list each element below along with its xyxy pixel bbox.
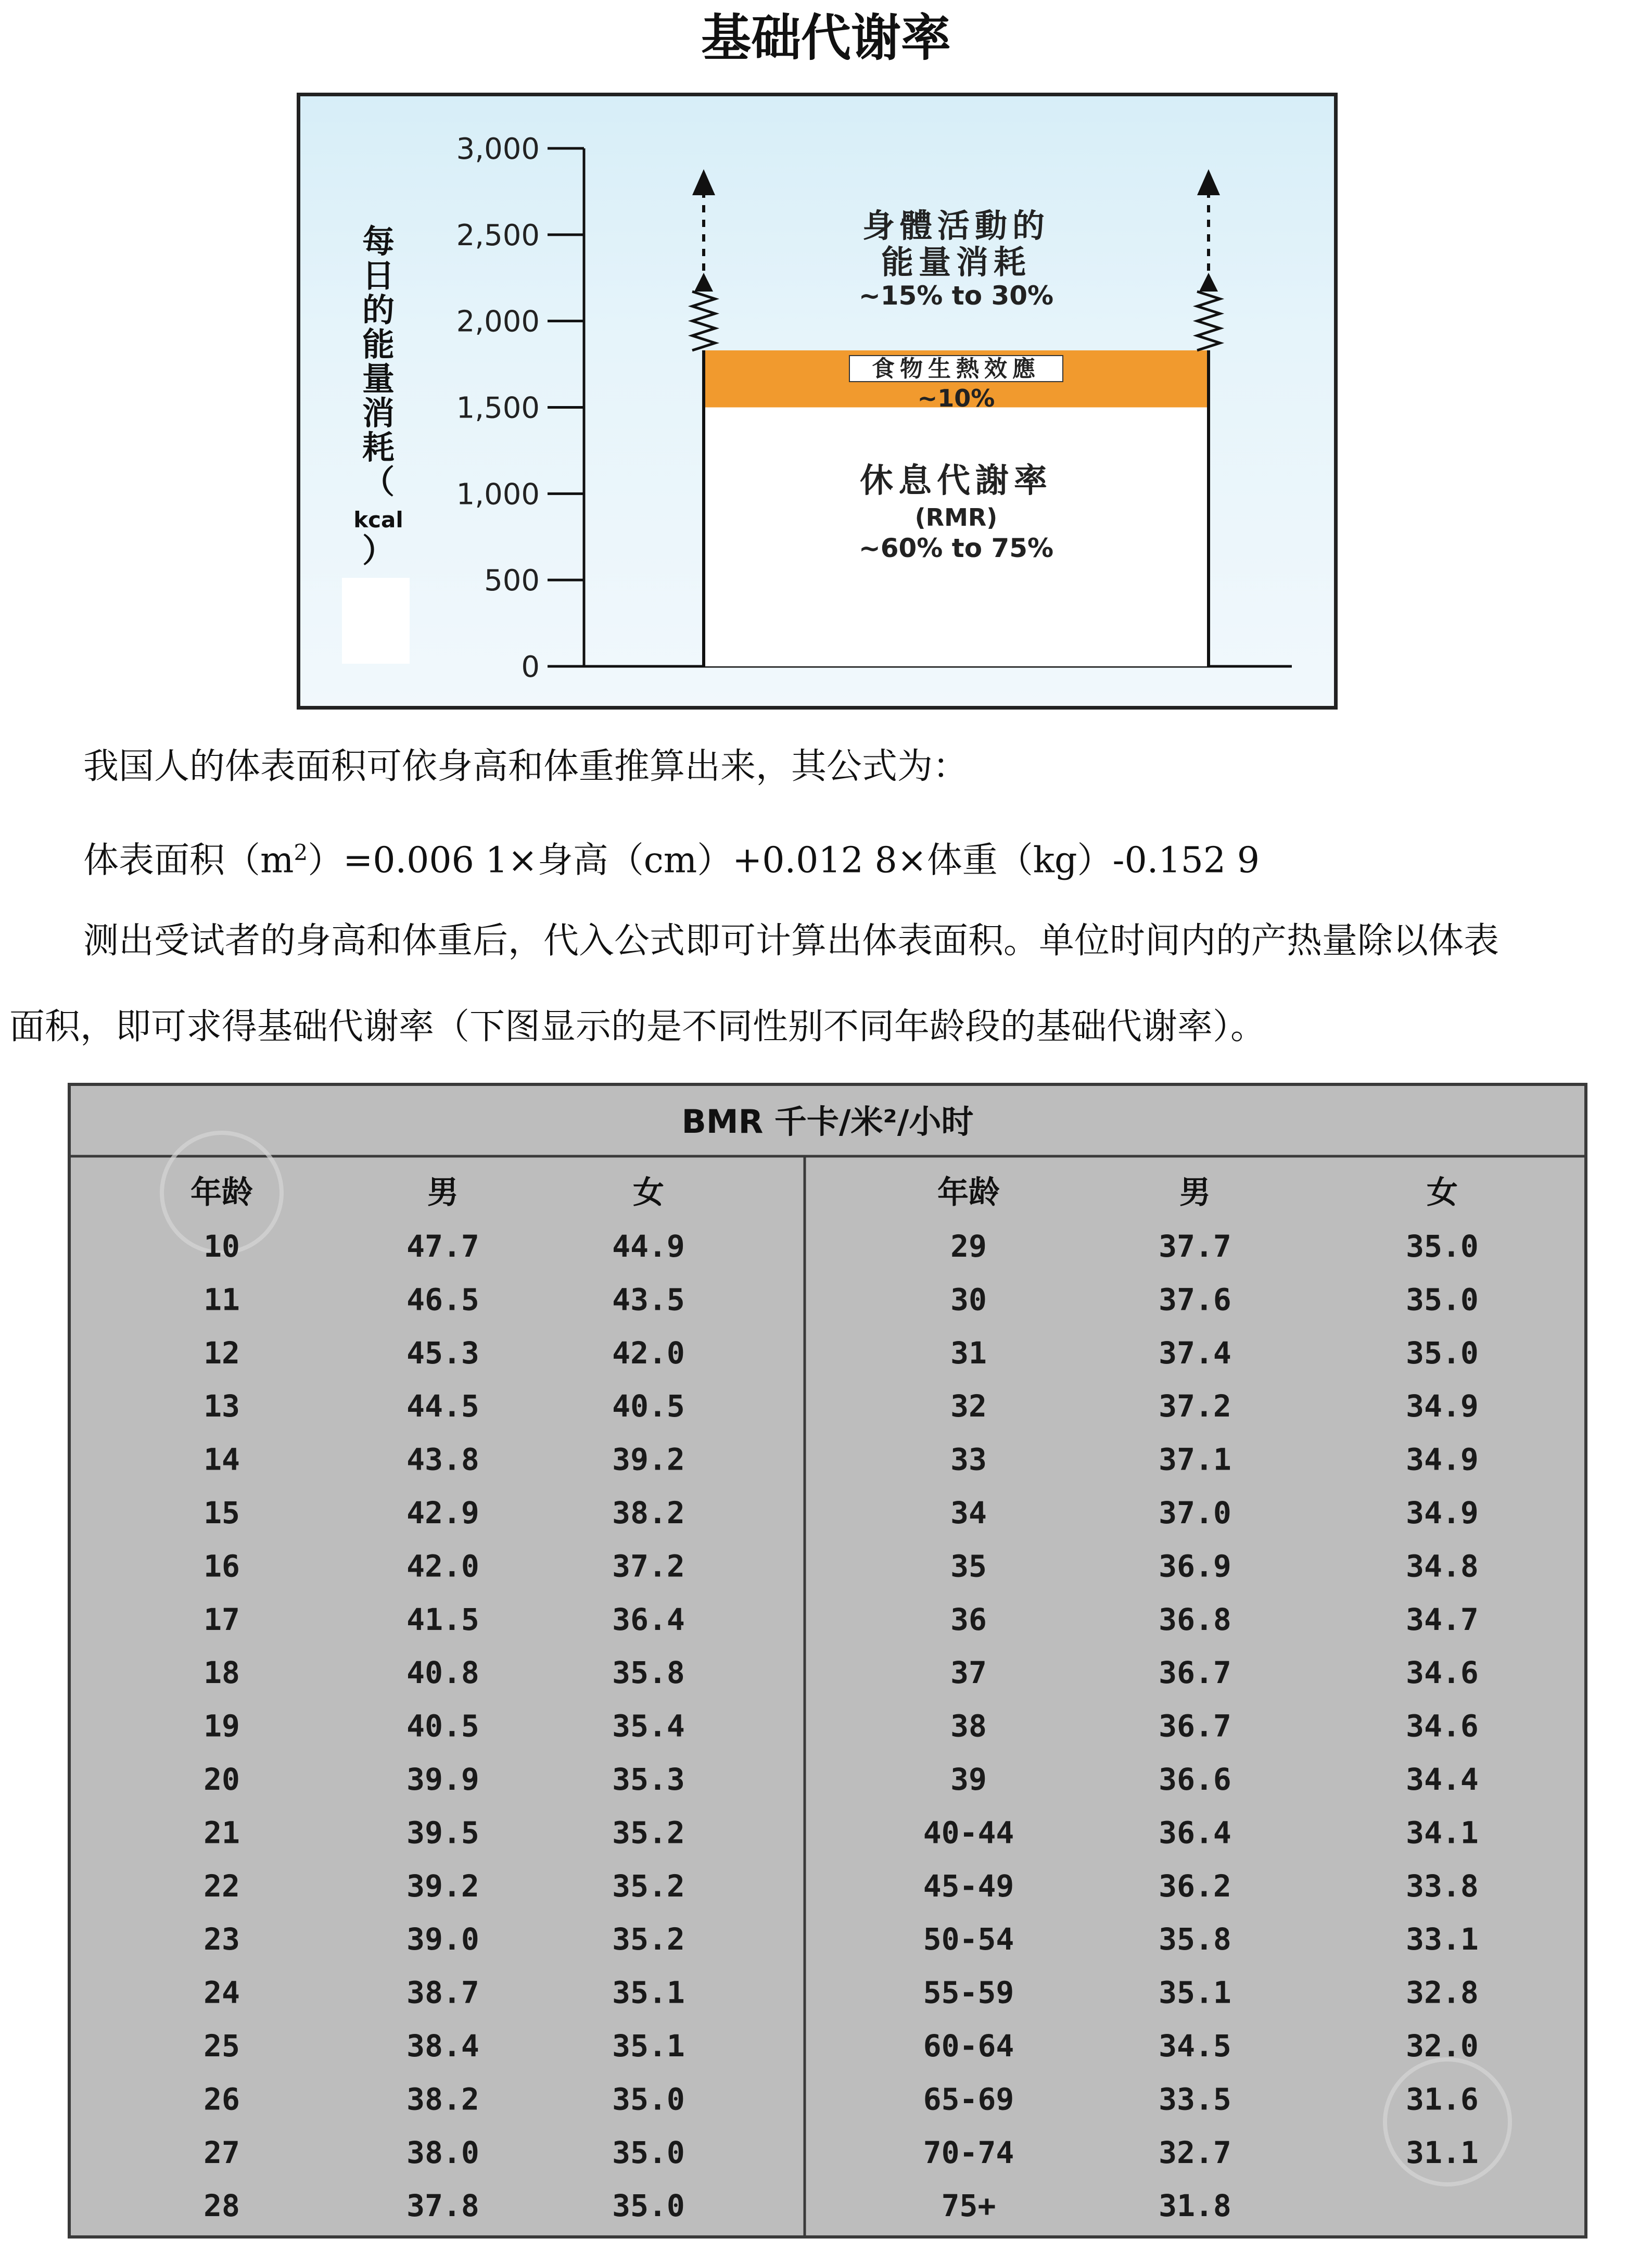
energy-expenditure-diagram [300,96,1334,706]
y-tick-label: 2,500 [456,218,540,252]
activity-label-line2: 能量消耗 [881,243,1032,281]
male-value-cell: 36.7 [1159,1655,1231,1691]
table-row [204,1282,685,1317]
table-row [950,1442,1479,1477]
paragraph-intro: 我国人的体表面积可依身高和体重推算出来，其公式为： [83,746,969,787]
column-header: 年龄 [937,1174,1000,1211]
age-cell: 27 [204,2134,240,2170]
table-row [204,1921,685,1957]
table-row [204,1655,685,1690]
age-cell: 19 [204,1708,240,1744]
female-value-cell: 34.9 [1406,1388,1479,1424]
male-value-cell: 40.8 [406,1655,479,1691]
male-value-cell: 47.7 [406,1229,479,1264]
male-value-cell: 39.0 [406,1921,479,1957]
age-cell: 11 [204,1282,240,1318]
right-spring [1197,292,1220,350]
table-row [204,1548,685,1584]
table-row [204,2188,685,2223]
female-value-cell: 35.0 [612,2081,685,2117]
age-cell: 29 [950,1229,987,1264]
column-header: 男 [1179,1174,1211,1211]
age-cell: 34 [950,1495,987,1531]
female-value-cell: 35.4 [612,1708,685,1744]
female-value-cell: 40.5 [612,1388,685,1424]
male-value-cell: 37.1 [1159,1441,1231,1477]
male-value-cell: 36.4 [1159,1815,1231,1851]
table-row [942,2188,1231,2223]
table-row [950,1548,1479,1584]
y-tick-label: 1,000 [456,477,540,512]
age-cell: 21 [204,1815,240,1851]
female-value-cell: 35.2 [612,1921,685,1957]
y-axis-label-char: kcal [353,507,403,533]
age-cell: 38 [950,1708,987,1744]
age-cell: 32 [950,1388,987,1424]
female-value-cell: 32.8 [1406,1975,1479,2010]
male-value-cell: 33.5 [1159,2081,1231,2117]
male-value-cell: 41.5 [406,1601,479,1637]
age-cell: 30 [950,1282,987,1318]
column-header: 女 [633,1174,664,1211]
female-value-cell: 31.6 [1406,2081,1479,2117]
table-row [950,1762,1479,1797]
male-value-cell: 36.2 [1159,1868,1231,1904]
female-value-cell: 33.8 [1406,1868,1479,1904]
left-spring-arrowhead [694,273,713,292]
rmr-percent: ~60% to 75% [858,533,1054,563]
female-value-cell: 35.2 [612,1815,685,1851]
age-cell: 23 [204,1921,240,1957]
male-value-cell: 40.5 [406,1708,479,1744]
female-value-cell: 34.8 [1406,1548,1479,1584]
female-value-cell: 37.2 [612,1548,685,1584]
female-value-cell: 35.0 [612,2188,685,2224]
age-cell: 39 [950,1762,987,1797]
left-spring [692,292,715,350]
male-value-cell: 37.7 [1159,1229,1231,1264]
right-spring-arrowhead [1199,273,1218,292]
age-cell: 45-49 [923,1868,1014,1904]
y-axis-label-char: ） [362,532,395,570]
age-cell: 20 [204,1762,240,1797]
table-title: BMR 千卡/米²/小时 [681,1103,974,1141]
bmr-table [68,1083,1587,2239]
table-row [950,1602,1479,1637]
male-value-cell: 46.5 [406,1282,479,1318]
age-cell: 15 [204,1495,240,1531]
page-title: 基础代谢率 [701,9,951,67]
male-value-cell: 38.4 [406,2028,479,2064]
female-value-cell: 34.6 [1406,1655,1479,1691]
male-value-cell: 36.7 [1159,1708,1231,1744]
female-value-cell: 34.9 [1406,1495,1479,1531]
age-cell: 35 [950,1548,987,1584]
activity-percent: ~15% to 30% [858,281,1054,311]
table-row [204,1868,685,1904]
male-value-cell: 37.2 [1159,1388,1231,1424]
y-axis-label-char: （ [362,463,395,501]
age-cell: 65-69 [923,2081,1014,2117]
age-cell: 75+ [941,2188,996,2224]
age-cell: 31 [950,1335,987,1371]
bmr-table-grid [71,1086,1584,2235]
y-tick-label: 0 [521,650,540,684]
table-row [923,1868,1479,1904]
age-cell: 36 [950,1601,987,1637]
y-axis-label-char: 消 [362,394,395,432]
male-value-cell: 36.6 [1159,1762,1231,1797]
female-value-cell: 35.1 [612,1975,685,2010]
rmr-abbreviation: (RMR) [914,503,998,532]
female-value-cell: 31.1 [1406,2134,1479,2170]
male-value-cell: 44.5 [406,1388,479,1424]
paragraph-explain-line2: 面积，即可求得基础代谢率（下图显示的是不同性别不同年龄段的基础代谢率）。 [9,1006,1266,1047]
axis-label-mask [342,578,410,664]
table-row [204,1602,685,1637]
male-value-cell: 38.0 [406,2134,479,2170]
y-tick-label: 3,000 [456,132,540,166]
age-cell: 60-64 [923,2028,1014,2064]
y-axis-label-char: 能 [362,325,395,363]
energy-expenditure-figure [297,93,1338,710]
rmr-label: 休息代謝率 [860,461,1052,500]
male-value-cell: 35.1 [1159,1975,1231,2010]
female-value-cell: 35.0 [1406,1229,1479,1264]
age-cell: 10 [204,1229,240,1264]
table-row [204,2081,685,2117]
male-value-cell: 31.8 [1159,2188,1231,2224]
column-header: 男 [427,1174,459,1211]
table-row [204,1762,685,1797]
female-value-cell: 35.0 [1406,1282,1479,1318]
age-cell: 37 [950,1655,987,1691]
male-value-cell: 37.8 [406,2188,479,2224]
male-value-cell: 37.4 [1159,1335,1231,1371]
female-value-cell: 34.7 [1406,1601,1479,1637]
table-row [204,1229,685,1264]
male-value-cell: 37.6 [1159,1282,1231,1318]
table-row [950,1388,1479,1424]
table-row [923,2028,1479,2064]
table-row [923,1921,1479,1957]
male-value-cell: 38.2 [406,2081,479,2117]
age-cell: 17 [204,1601,240,1637]
male-value-cell: 43.8 [406,1441,479,1477]
male-value-cell: 32.7 [1159,2134,1231,2170]
age-cell: 13 [204,1388,240,1424]
female-value-cell: 33.1 [1406,1921,1479,1957]
table-row [204,1335,685,1371]
y-tick-label: 2,000 [456,305,540,339]
female-value-cell: 35.2 [612,1868,685,1904]
male-value-cell: 42.9 [406,1495,479,1531]
table-row [204,2135,685,2170]
female-value-cell: 34.1 [1406,1815,1479,1851]
table-row [923,1975,1479,2010]
female-value-cell: 35.0 [612,2134,685,2170]
paragraph-formula [83,828,1260,886]
female-value-cell: 34.6 [1406,1708,1479,1744]
female-value-cell: 32.0 [1406,2028,1479,2064]
column-header: 女 [1427,1174,1458,1211]
male-value-cell: 39.5 [406,1815,479,1851]
female-value-cell: 39.2 [612,1441,685,1477]
table-row [204,1495,685,1531]
age-cell: 24 [204,1975,240,2010]
male-value-cell: 34.5 [1159,2028,1231,2064]
age-cell: 12 [204,1335,240,1371]
paragraph-explain-line1: 测出受试者的身高和体重后，代入公式即可计算出体表面积。单位时间内的产热量除以体表 [83,920,1499,962]
male-value-cell: 39.2 [406,1868,479,1904]
male-value-cell: 35.8 [1159,1921,1231,1957]
y-axis-label-char: 的 [362,291,395,329]
formula-superscript: 2 [294,840,308,865]
table-row [950,1282,1479,1317]
age-cell: 33 [950,1441,987,1477]
table-row [950,1229,1479,1264]
y-axis-label-char: 每 [362,222,395,260]
female-value-cell: 42.0 [612,1335,685,1371]
table-row [204,1975,685,2010]
age-cell: 25 [204,2028,240,2064]
male-value-cell: 39.9 [406,1762,479,1797]
table-row [204,1442,685,1477]
age-cell: 22 [204,1868,240,1904]
age-cell: 28 [204,2188,240,2224]
y-tick-label: 500 [484,564,540,598]
y-axis-label-char: 耗 [362,428,395,466]
table-row [204,2028,685,2064]
male-value-cell: 36.9 [1159,1548,1231,1584]
table-row [923,1815,1479,1850]
male-value-cell: 42.0 [406,1548,479,1584]
female-value-cell: 35.8 [612,1655,685,1691]
male-value-cell: 37.0 [1159,1495,1231,1531]
formula-part-b: ）=0.006 1×身高（cm）+0.012 8×体重（kg）-0.152 9 [308,840,1260,881]
age-cell: 50-54 [923,1921,1014,1957]
female-value-cell: 35.3 [612,1762,685,1797]
male-value-cell: 38.7 [406,1975,479,2010]
age-cell: 70-74 [923,2134,1014,2170]
table-row [950,1495,1479,1531]
female-value-cell: 35.0 [1406,1335,1479,1371]
age-cell: 14 [204,1441,240,1477]
table-row [950,1335,1479,1371]
right-top-arrowhead [1197,169,1220,195]
female-value-cell: 34.9 [1406,1441,1479,1477]
age-cell: 55-59 [923,1975,1014,2010]
female-value-cell: 44.9 [612,1229,685,1264]
formula-part-a: 体表面积（m [83,840,294,881]
y-axis-label-char: 日 [362,257,395,295]
age-cell: 18 [204,1655,240,1691]
female-value-cell: 38.2 [612,1495,685,1531]
y-tick-label: 1,500 [456,391,540,425]
table-row [950,1709,1479,1744]
tef-label: 食物生熱效應 [872,356,1040,383]
table-row [204,1815,685,1850]
age-cell: 16 [204,1548,240,1584]
table-row [204,1709,685,1744]
female-value-cell: 36.4 [612,1601,685,1637]
table-row [950,1655,1479,1690]
male-value-cell: 45.3 [406,1335,479,1371]
female-value-cell: 43.5 [612,1282,685,1318]
column-header: 年龄 [190,1174,253,1211]
left-top-arrowhead [692,169,715,195]
y-axis-label-char: 量 [362,360,395,398]
age-cell: 26 [204,2081,240,2117]
male-value-cell: 36.8 [1159,1601,1231,1637]
age-cell: 40-44 [923,1815,1014,1851]
activity-label-line1: 身體活動的 [862,207,1050,245]
female-value-cell: 34.4 [1406,1762,1479,1797]
tef-percent: ~10% [917,384,995,413]
female-value-cell: 35.1 [612,2028,685,2064]
table-row [204,1388,685,1424]
